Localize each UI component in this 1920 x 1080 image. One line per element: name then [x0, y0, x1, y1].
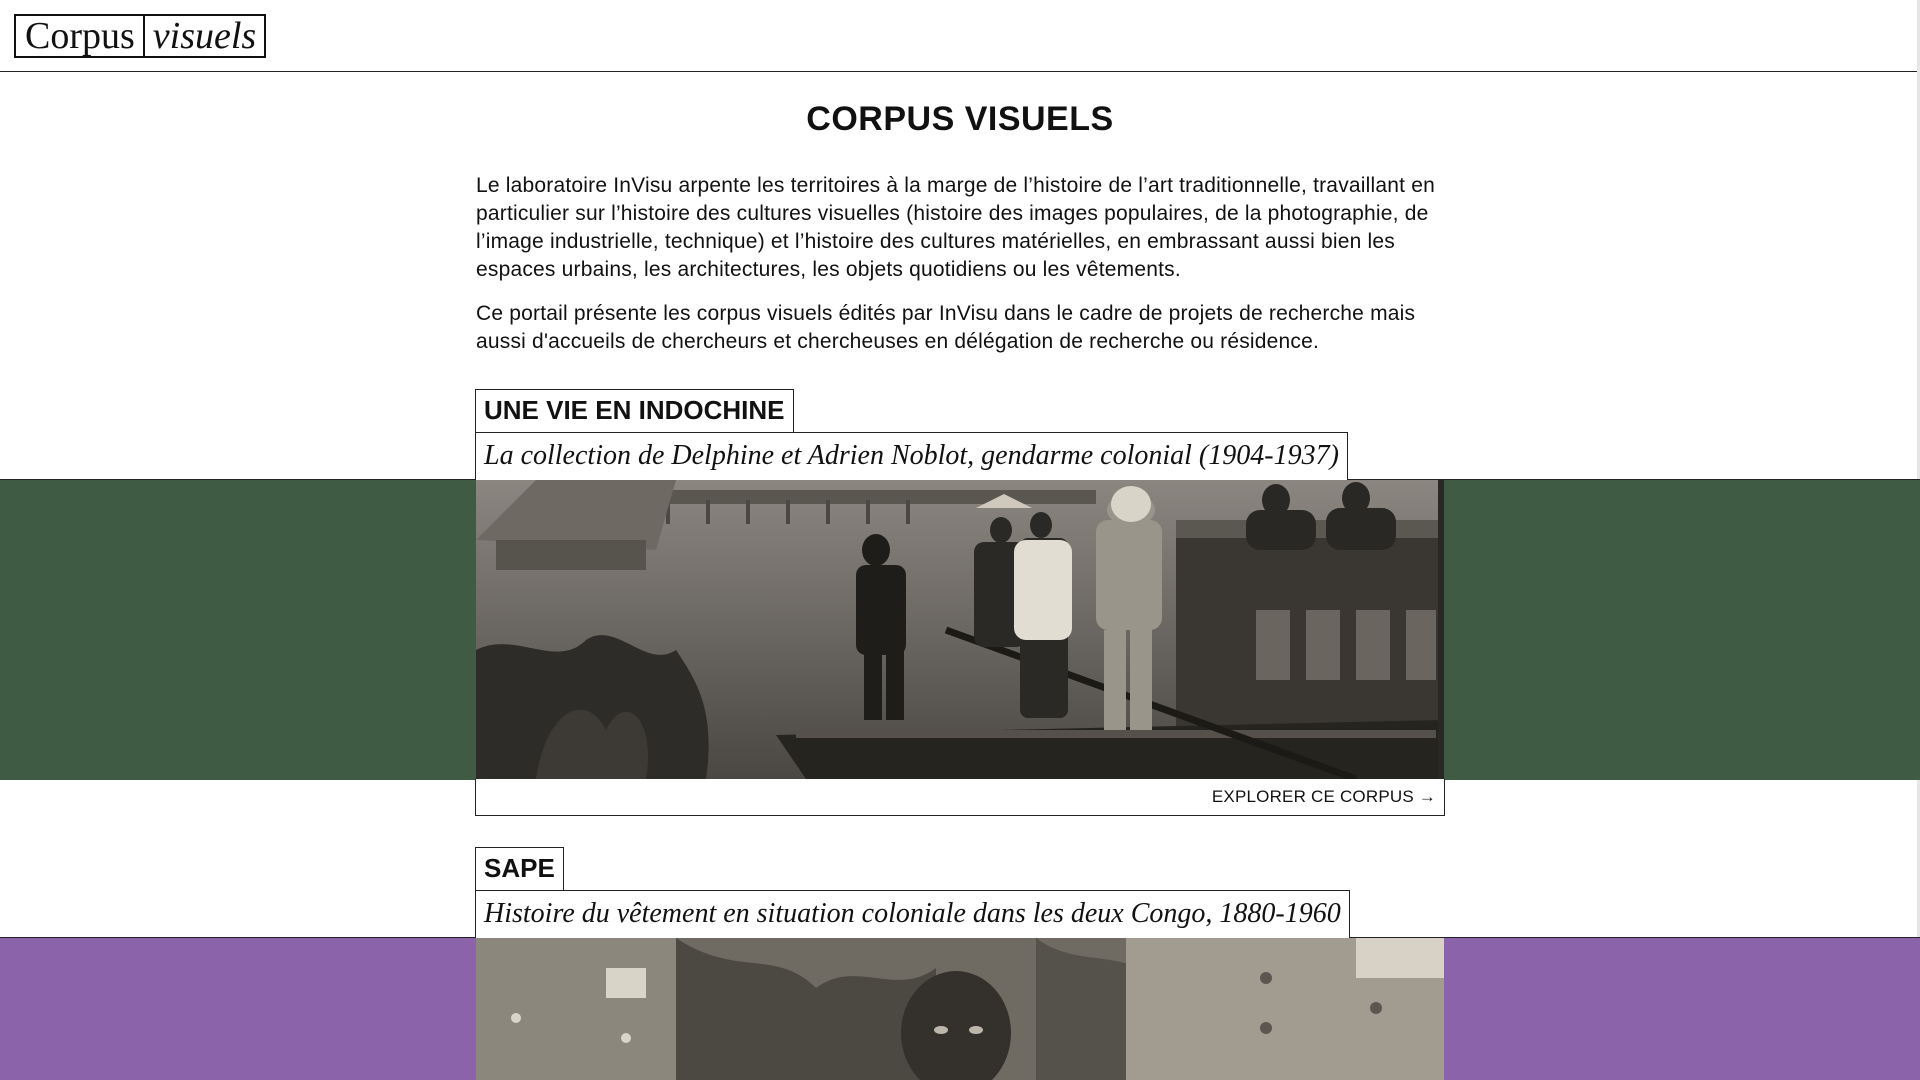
corpus-subtitle-indochine	[475, 432, 1348, 480]
corpus-title-sape[interactable]	[475, 847, 564, 891]
logo-word-visuels: visuels	[152, 15, 257, 57]
corpus-image-sape[interactable]	[476, 938, 1444, 1080]
corpus-subtitle-text: Histoire du vêtement en situation coloniale dans les deux Congo, 1880-1960	[484, 898, 1341, 929]
corpus-subtitle-sape	[475, 890, 1350, 938]
explore-corpus-link[interactable]: EXPLORER CE CORPUS →	[1211, 787, 1436, 806]
site-header	[0, 0, 1920, 72]
corpus-title-indochine[interactable]	[475, 389, 794, 433]
intro-paragraph: Ce portail présente les corpus visuels édités par InVisu dans le cadre de projets de recherche mais aussi d'accueils de chercheurs et chercheuses en délégation de recherche ou résidence.	[476, 302, 1416, 353]
intro-paragraph: Le laboratoire InVisu arpente les territoires à la marge de l’histoire de l’art traditionnelle, travaillant en particulier sur l’histoire des cultures visuelles (histoire des images populaires, de la photographie, de l’image industrielle, technique) et l’histoire des cultures matérielles, en embrassant aussi bien les espaces urbains, les architectures, les objets quotidiens ou les vêtements.	[476, 174, 1435, 281]
page-title: CORPUS VISUELS	[806, 100, 1114, 138]
corpus-image-indochine[interactable]	[476, 480, 1444, 779]
river-boat-photo	[476, 480, 1444, 779]
site-logo[interactable]	[14, 14, 266, 58]
corpus-title-text: SAPE	[484, 853, 555, 883]
corpus-footer-indochine	[475, 779, 1445, 816]
corpus-title-text: UNE VIE EN INDOCHINE	[484, 395, 785, 425]
congo-portrait-photo	[476, 938, 1444, 1080]
logo-word-corpus: Corpus	[16, 16, 145, 56]
intro-text	[476, 172, 1448, 372]
corpus-subtitle-text: La collection de Delphine et Adrien Noblot, gendarme colonial (1904-1937)	[484, 440, 1339, 471]
